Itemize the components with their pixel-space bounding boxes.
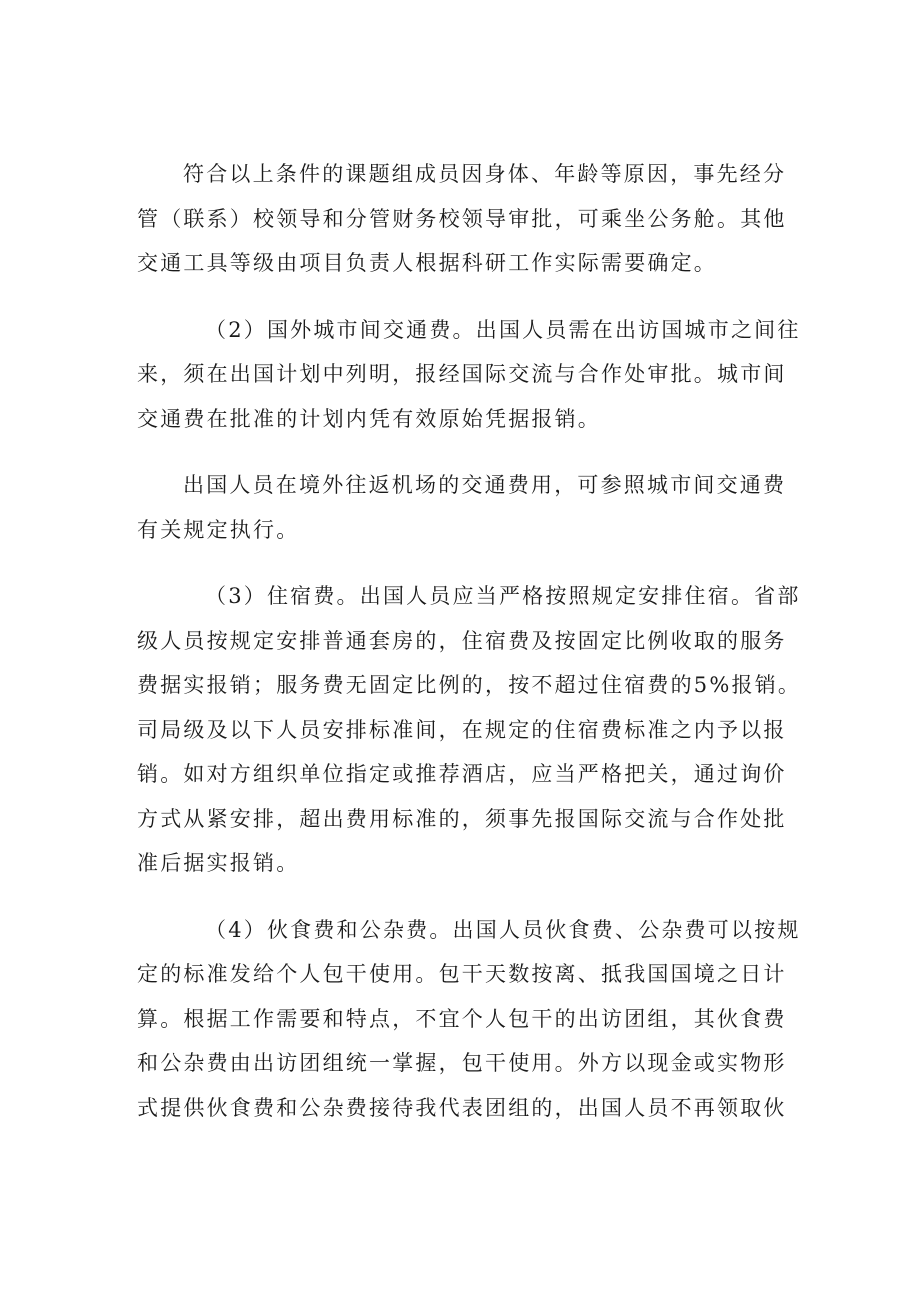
text-line: （2）国外城市间交通费。出国人员需在出访国城市之间往 [205, 317, 801, 342]
document-body [137, 152, 802, 1152]
text-line: 方式从紧安排，超出费用标准的，须事先报国际交流与合作处批 [137, 806, 787, 831]
text-line: 来，须在出国计划中列明，报经国际交流与合作处审批。城市间 [137, 362, 787, 386]
text-line: 符合以上条件的课题组成员因身体、年龄等原因，事先经分 [183, 162, 787, 186]
text-line: 费据实报销；服务费无固定比例的，按不超过住宿费的5%报销。 [137, 673, 802, 697]
text-line: 出国人员在境外往返机场的交通费用，可参照城市间交通费 [183, 473, 787, 497]
text-line: 级人员按规定安排普通套房的，住宿费及按固定比例收取的服务 [137, 628, 787, 653]
text-line: 销。如对方组织单位指定或推荐酒店，应当严格把关，通过询价 [137, 762, 787, 786]
text-line: 准后据实报销。 [137, 851, 300, 875]
text-line: 司局级及以下人员安排标准间，在规定的住宿费标准之内予以报 [137, 717, 787, 742]
text-line: 算。根据工作需要和特点，不宜个人包干的出访团组，其伙食费 [137, 1006, 787, 1031]
text-line: 管（联系）校领导和分管财务校领导审批，可乘坐公务舱。其他 [137, 206, 787, 231]
text-line: （4）伙食费和公杂费。出国人员伙食费、公杂费可以按规 [205, 917, 801, 942]
text-line: 定的标准发给个人包干使用。包干天数按离、抵我国国境之日计 [137, 962, 787, 986]
paragraph-meals-misc [137, 908, 801, 1131]
paragraph-intercity-transport [137, 308, 801, 442]
paragraph-business-class [137, 152, 787, 286]
text-line: 有关规定执行。 [137, 517, 300, 542]
text-line: 交通工具等级由项目负责人根据科研工作实际需要确定。 [137, 251, 717, 275]
text-line: 和公杂费由出访团组统一掌握，包干使用。外方以现金或实物形 [137, 1051, 787, 1075]
paragraph-airport-transport [137, 463, 787, 552]
text-line: （3）住宿费。出国人员应当严格按照规定安排住宿。省部 [205, 584, 801, 608]
text-line: 式提供伙食费和公杂费接待我代表团组的，出国人员不再领取伙 [137, 1095, 787, 1120]
text-line: 交通费在批准的计划内凭有效原始凭据报销。 [137, 406, 601, 431]
paragraph-accommodation [137, 574, 802, 886]
